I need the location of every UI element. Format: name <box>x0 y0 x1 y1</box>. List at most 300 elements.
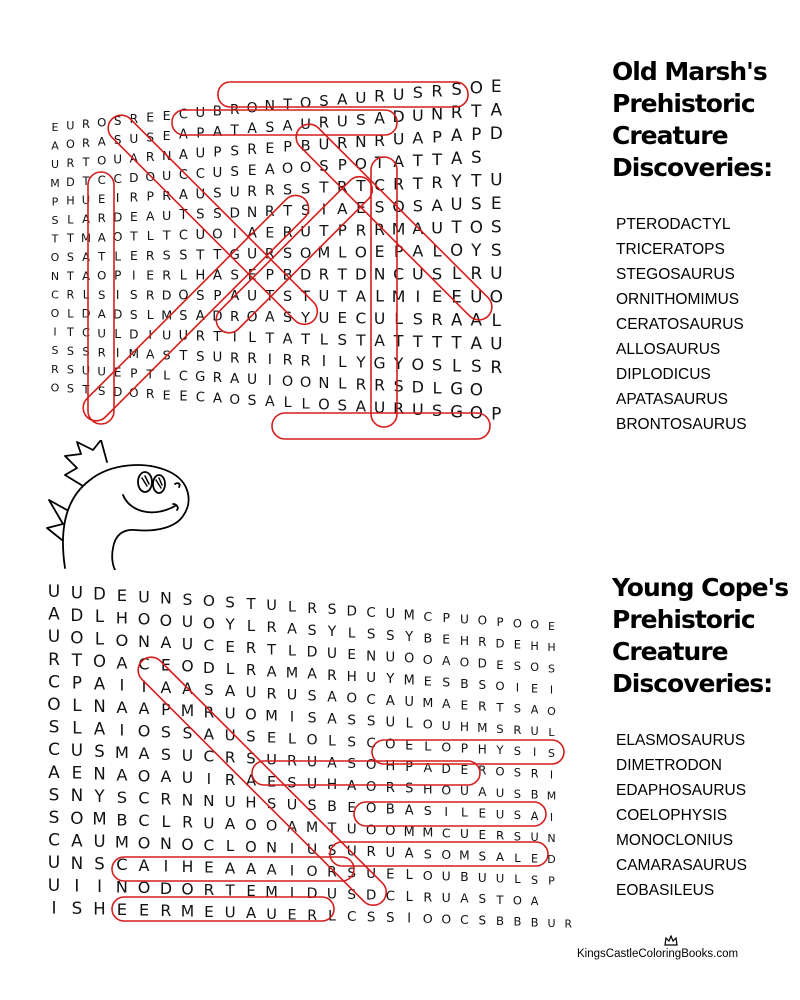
grid-letter: E <box>162 128 171 143</box>
grid-letter: A <box>224 682 236 701</box>
grid-letter: C <box>346 908 357 925</box>
grid-letter: U <box>318 288 330 306</box>
grid-letter: M <box>459 848 470 863</box>
grid-letter: R <box>470 263 483 284</box>
grid-letter: O <box>93 652 106 672</box>
grid-letter: U <box>212 350 223 366</box>
grid-letter: O <box>202 614 215 633</box>
grid-letter: A <box>138 743 150 763</box>
grid-letter: D <box>203 658 215 677</box>
grid-letter: O <box>469 379 483 400</box>
grid-letter: E <box>356 199 366 218</box>
grid-letter: L <box>163 367 171 383</box>
grid-letter: U <box>70 582 84 603</box>
word-item: DIMETRODON <box>616 757 722 774</box>
grid-letter: M <box>128 346 140 361</box>
grid-letter: T <box>213 248 222 263</box>
grid-letter: O <box>441 739 452 755</box>
grid-letter: U <box>385 715 396 731</box>
grid-letter: S <box>94 742 105 762</box>
grid-letter: M <box>403 824 415 840</box>
grid-letter: O <box>299 373 312 391</box>
grid-letter: E <box>247 267 257 284</box>
grid-letter: E <box>287 907 297 924</box>
grid-letter: O <box>441 911 452 927</box>
grid-letter: L <box>161 811 171 831</box>
grid-letter: T <box>230 122 239 139</box>
grid-letter: B <box>513 914 522 929</box>
grid-letter: U <box>431 218 444 238</box>
grid-letter: E <box>460 762 469 777</box>
grid-letter: A <box>116 765 128 785</box>
word-item: STEGOSAURUS <box>616 266 735 283</box>
grid-letter: S <box>230 267 240 284</box>
grid-letter: N <box>203 792 215 811</box>
grid-letter: S <box>490 240 502 261</box>
grid-letter: C <box>195 166 205 182</box>
grid-letter: A <box>230 371 240 388</box>
grid-letter: A <box>51 139 59 153</box>
grid-letter: U <box>459 827 469 842</box>
grid-letter: O <box>245 838 257 856</box>
grid-letter: U <box>495 871 505 886</box>
grid-letter: R <box>490 357 503 378</box>
grid-letter: C <box>116 855 128 875</box>
grid-letter: D <box>129 170 139 185</box>
grid-letter: O <box>65 138 75 152</box>
grid-letter: S <box>478 913 487 928</box>
grid-letter: Y <box>225 615 235 634</box>
grid-letter: C <box>423 608 433 624</box>
grid-letter: I <box>115 346 120 361</box>
grid-letter: R <box>145 287 155 303</box>
grid-letter: Y <box>386 672 395 688</box>
grid-letter: L <box>451 356 462 376</box>
grid-letter: R <box>266 619 277 637</box>
grid-letter: L <box>246 618 256 635</box>
grid-letter: R <box>431 173 443 192</box>
grid-letter: U <box>477 870 487 885</box>
grid-letter: Y <box>496 743 504 758</box>
grid-letter: T <box>213 330 222 346</box>
grid-letter: I <box>415 286 421 306</box>
grid-letter: N <box>246 204 258 221</box>
grid-letter: L <box>338 374 347 393</box>
grid-letter: P <box>213 289 222 305</box>
grid-letter: E <box>478 828 487 842</box>
puzzle1-word-list <box>616 212 747 437</box>
grid-letter: P <box>496 615 504 629</box>
grid-letter: R <box>355 221 367 240</box>
grid-letter: I <box>119 675 125 695</box>
grid-letter: S <box>162 347 171 363</box>
grid-letter: S <box>307 688 317 705</box>
grid-letter: L <box>146 228 154 244</box>
grid-letter: L <box>394 309 404 329</box>
grid-letter: I <box>289 841 295 858</box>
grid-letter: O <box>229 391 241 408</box>
grid-letter: A <box>48 762 60 783</box>
grid-letter: M <box>306 820 319 837</box>
grid-letter: E <box>266 729 277 747</box>
grid-letter: I <box>53 325 57 339</box>
grid-letter: L <box>491 311 502 331</box>
grid-letter: I <box>131 268 136 283</box>
grid-letter: R <box>264 183 275 200</box>
word-item: MONOCLONIUS <box>616 832 734 849</box>
grid-letter: S <box>283 246 293 263</box>
grid-letter: P <box>71 672 82 693</box>
grid-letter: Y <box>405 630 414 646</box>
grid-letter: O <box>137 609 151 629</box>
grid-letter: T <box>146 366 154 382</box>
grid-letter: T <box>327 820 337 837</box>
grid-letter: E <box>531 682 539 696</box>
grid-letter: S <box>478 678 487 692</box>
grid-letter: O <box>159 610 173 630</box>
grid-letter: O <box>50 307 60 320</box>
grid-letter: S <box>513 701 522 716</box>
grid-letter: L <box>287 599 297 616</box>
grid-letter: O <box>70 627 84 648</box>
grid-letter: S <box>182 724 193 743</box>
grid-letter: M <box>114 743 129 762</box>
grid-letter: U <box>224 903 236 922</box>
grid-letter: B <box>530 916 539 930</box>
grid-letter: U <box>181 769 194 787</box>
word-item: ALLOSAURUS <box>616 341 721 358</box>
grid-letter: R <box>393 174 405 194</box>
grid-letter: R <box>195 329 205 345</box>
grid-letter: A <box>327 755 337 772</box>
grid-letter: P <box>471 124 482 144</box>
grid-letter: A <box>245 905 257 923</box>
grid-letter: P <box>337 156 347 175</box>
grid-letter: H <box>547 641 556 655</box>
word-item: EDAPHOSAURUS <box>616 782 747 799</box>
puzzle2-word-list <box>616 728 747 903</box>
grid-letter: S <box>48 808 60 828</box>
grid-letter: O <box>422 716 433 732</box>
grid-letter: B <box>385 802 395 818</box>
grid-letter: R <box>287 753 297 770</box>
grid-letter: S <box>266 795 277 813</box>
grid-letter: O <box>422 911 433 926</box>
grid-letter: O <box>50 251 60 265</box>
grid-letter: O <box>306 864 318 880</box>
grid-letter: U <box>404 695 414 710</box>
grid-letter: I <box>119 720 125 740</box>
grid-letter: E <box>266 773 277 791</box>
grid-letter: U <box>318 309 330 327</box>
grid-letter: L <box>114 326 122 341</box>
grid-letter: T <box>319 179 329 197</box>
grid-letter: N <box>93 764 106 784</box>
grid-letter: U <box>97 326 106 341</box>
grid-letter: O <box>354 155 367 174</box>
grid-letter: B <box>460 870 469 885</box>
grid-letter: A <box>470 309 483 330</box>
grid-letter: O <box>547 704 556 718</box>
grid-letter: U <box>97 364 106 379</box>
grid-letter: P <box>114 268 122 283</box>
grid-letter: T <box>66 269 74 283</box>
grid-letter: A <box>327 711 337 728</box>
grid-letter: T <box>98 249 106 264</box>
grid-letter: O <box>178 288 189 304</box>
grid-letter: U <box>326 645 338 662</box>
grid-letter: P <box>337 221 347 240</box>
grid-letter: T <box>265 288 275 305</box>
grid-letter: T <box>496 700 504 715</box>
grid-letter: E <box>129 249 138 264</box>
grid-letter: U <box>411 105 424 125</box>
grid-letter: S <box>246 728 256 746</box>
grid-letter: O <box>129 386 139 400</box>
grid-letter: L <box>328 733 336 750</box>
grid-letter: A <box>224 859 236 878</box>
title-line: Young Cope's <box>612 573 789 602</box>
grid-letter: M <box>92 809 107 829</box>
grid-letter: A <box>264 162 275 178</box>
title-line: Prehistoric <box>612 605 755 634</box>
grid-letter: T <box>432 332 443 352</box>
grid-letter: S <box>513 786 522 801</box>
grid-letter: U <box>373 398 386 417</box>
grid-letter: E <box>337 309 348 328</box>
grid-letter: B <box>212 104 222 120</box>
grid-letter: R <box>162 187 172 203</box>
grid-letter: U <box>366 866 377 882</box>
grid-letter: A <box>82 211 90 226</box>
grid-letter: S <box>327 842 337 859</box>
grid-letter: S <box>307 798 317 815</box>
grid-letter: S <box>51 344 59 358</box>
grid-letter: A <box>48 604 60 625</box>
grid-letter: O <box>354 243 367 262</box>
grid-letter: L <box>432 378 442 398</box>
grid-letter: R <box>160 901 172 921</box>
grid-letter: U <box>441 868 451 884</box>
grid-letter: O <box>477 613 488 628</box>
grid-letter: E <box>162 108 171 124</box>
grid-letter: U <box>247 246 258 263</box>
grid-letter: S <box>160 722 171 742</box>
grid-letter: E <box>431 287 443 307</box>
grid-letter: E <box>129 210 138 224</box>
grid-letter: Y <box>94 787 105 806</box>
grid-letter: U <box>181 635 194 654</box>
grid-letter: S <box>366 627 376 643</box>
grid-letter: S <box>470 356 482 377</box>
grid-letter: S <box>48 717 60 738</box>
grid-letter: E <box>386 867 395 883</box>
grid-letter: N <box>547 832 556 845</box>
grid-letter: S <box>204 681 214 700</box>
grid-letter: U <box>490 170 503 191</box>
grid-letter: S <box>513 808 522 823</box>
grid-letter: R <box>48 649 60 670</box>
grid-letter: O <box>441 847 452 862</box>
grid-letter: U <box>162 167 172 183</box>
grid-letter: R <box>224 770 236 789</box>
grid-letter: C <box>366 692 376 708</box>
grid-letter: O <box>137 878 151 898</box>
grid-letter: U <box>266 751 277 769</box>
grid-letter: S <box>230 143 240 160</box>
grid-letter: P <box>161 700 171 720</box>
grid-letter: U <box>229 184 240 201</box>
grid-letter: S <box>66 363 74 377</box>
grid-letter: S <box>179 308 188 324</box>
grid-letter: U <box>459 784 469 799</box>
grid-letter: U <box>181 746 194 765</box>
grid-letter: A <box>327 689 337 706</box>
grid-letter: A <box>71 830 83 851</box>
grid-letter: D <box>365 888 377 904</box>
grid-letter: H <box>181 858 194 877</box>
grid-letter: B <box>300 137 311 155</box>
grid-letter: E <box>98 192 106 206</box>
grid-letter: S <box>478 892 487 907</box>
grid-letter: U <box>178 329 189 344</box>
grid-letter: D <box>299 266 312 284</box>
grid-letter: A <box>450 149 463 169</box>
grid-letter: A <box>307 666 317 683</box>
grid-letter: A <box>116 698 128 718</box>
grid-letter: U <box>212 166 223 181</box>
grid-letter: I <box>232 329 237 346</box>
grid-letter: A <box>347 778 357 794</box>
grid-letter: R <box>182 813 193 832</box>
grid-letter: D <box>161 287 172 303</box>
word-item: ORNITHOMIMUS <box>616 291 740 308</box>
grid-letter: C <box>97 172 106 187</box>
grid-letter: O <box>495 679 505 694</box>
grid-letter: E <box>347 799 356 816</box>
grid-letter: L <box>82 287 90 302</box>
grid-letter: R <box>385 780 395 796</box>
grid-letter: S <box>405 781 414 797</box>
grid-letter: P <box>146 188 154 204</box>
grid-letter: A <box>224 815 236 834</box>
grid-letter: I <box>289 709 295 726</box>
grid-letter: A <box>337 90 348 109</box>
grid-letter: L <box>548 726 555 739</box>
grid-letter: D <box>477 656 487 671</box>
grid-letter: E <box>160 655 171 675</box>
grid-letter: O <box>459 655 470 670</box>
grid-letter: U <box>162 327 172 343</box>
grid-letter: L <box>328 908 336 925</box>
grid-letter: R <box>229 350 240 367</box>
grid-letter: S <box>71 897 83 918</box>
grid-letter: S <box>283 182 293 199</box>
grid-letter: R <box>393 399 405 418</box>
grid-letter: U <box>490 334 503 355</box>
grid-letter: T <box>225 881 235 900</box>
word-item: TRICERATOPS <box>616 241 725 258</box>
dinosaur-illustration <box>35 440 195 570</box>
grid-letter: O <box>530 618 540 632</box>
grid-letter: E <box>113 365 122 380</box>
grid-letter: R <box>374 87 386 106</box>
grid-letter: C <box>48 740 60 761</box>
grid-letter: S <box>548 662 555 676</box>
grid-letter: U <box>495 786 505 800</box>
grid-letter: L <box>94 607 105 627</box>
grid-letter: U <box>93 832 106 851</box>
grid-letter: T <box>496 892 504 907</box>
grid-letter: R <box>337 134 348 153</box>
grid-letter: T <box>196 248 205 264</box>
grid-letter: A <box>450 310 463 330</box>
grid-letter: S <box>470 193 482 214</box>
grid-letter: E <box>374 243 385 262</box>
grid-letter: R <box>245 662 257 680</box>
grid-letter: A <box>116 653 128 673</box>
grid-letter: N <box>264 98 276 115</box>
grid-letter: P <box>548 874 555 888</box>
grid-letter: T <box>337 265 347 284</box>
grid-letter: U <box>495 807 505 822</box>
grid-letter: D <box>93 584 106 604</box>
grid-letter: R <box>145 247 155 263</box>
grid-letter: D <box>113 384 123 399</box>
puzzle1-title <box>612 56 772 184</box>
grid-letter: G <box>195 370 206 386</box>
grid-letter: U <box>286 797 298 814</box>
grid-letter: U <box>195 146 206 162</box>
grid-letter: O <box>441 782 452 798</box>
grid-letter: O <box>318 396 330 414</box>
grid-letter: R <box>247 183 257 200</box>
grid-letter: P <box>432 127 443 147</box>
grid-letter: A <box>282 118 293 135</box>
grid-letter: R <box>431 309 443 329</box>
grid-letter: R <box>229 101 240 118</box>
grid-letter: T <box>301 330 311 348</box>
grid-letter: T <box>66 326 74 340</box>
grid-letter: C <box>374 176 386 195</box>
grid-letter: S <box>531 873 539 887</box>
grid-letter: T <box>71 650 83 670</box>
grid-letter: N <box>70 785 84 806</box>
grid-letter: S <box>347 756 357 773</box>
grid-letter: T <box>51 232 59 246</box>
grid-letter: T <box>432 150 443 170</box>
grid-letter: A <box>129 151 138 166</box>
grid-letter: T <box>412 151 423 171</box>
grid-letter: D <box>306 644 318 661</box>
grid-letter: R <box>327 864 337 881</box>
grid-letter: C <box>178 369 188 385</box>
title-line: Prehistoric <box>612 89 755 118</box>
grid-letter: O <box>245 706 257 724</box>
grid-letter: U <box>441 890 451 905</box>
grid-letter: R <box>129 190 139 205</box>
grid-letter: P <box>405 760 414 775</box>
grid-letter: Y <box>327 624 337 640</box>
grid-letter: E <box>531 852 539 866</box>
grid-letter: A <box>245 772 257 790</box>
grid-letter: T <box>356 331 366 350</box>
grid-letter: S <box>513 829 522 844</box>
grid-letter: S <box>160 744 171 764</box>
grid-letter: R <box>450 103 463 123</box>
grid-letter: S <box>300 180 311 198</box>
grid-letter: T <box>246 595 256 613</box>
